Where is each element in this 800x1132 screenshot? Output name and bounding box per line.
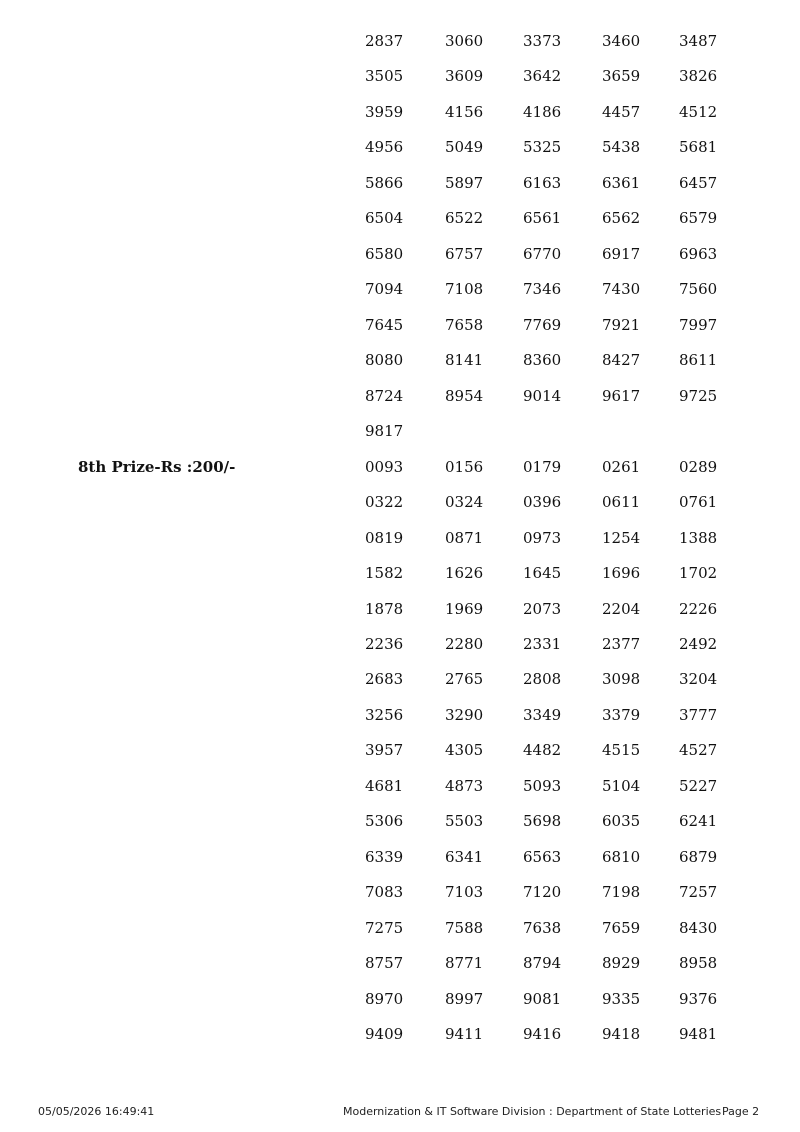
ticket-number: 5306 (365, 812, 404, 831)
ticket-number: 6561 (523, 209, 562, 228)
ticket-number: 8958 (679, 954, 718, 973)
ticket-number: 0819 (365, 528, 404, 547)
result-row (0, 137, 800, 157)
ticket-number: 1696 (602, 564, 641, 583)
ticket-number: 1582 (365, 564, 404, 583)
ticket-number: 7645 (365, 315, 404, 334)
ticket-number: 7103 (445, 883, 484, 902)
ticket-number: 2280 (445, 634, 484, 653)
result-row (0, 776, 800, 796)
ticket-number: 7430 (602, 280, 641, 299)
ticket-number: 4186 (523, 102, 562, 121)
prize-label: 8th Prize-Rs :200/- (78, 457, 236, 476)
ticket-number: 3957 (365, 741, 404, 760)
ticket-number: 8427 (602, 351, 641, 370)
ticket-number: 7921 (602, 315, 641, 334)
ticket-number: 9376 (679, 989, 718, 1008)
ticket-number: 8771 (445, 954, 484, 973)
result-row (0, 634, 800, 654)
ticket-number: 2492 (679, 634, 718, 653)
result-row (0, 847, 800, 867)
ticket-number: 7997 (679, 315, 718, 334)
result-row (0, 279, 800, 299)
ticket-number: 5503 (445, 812, 484, 831)
footer-timestamp: 05/05/2026 16:49:41 (38, 1105, 155, 1118)
ticket-number: 4156 (445, 102, 484, 121)
ticket-number: 0761 (679, 493, 718, 512)
ticket-number: 7275 (365, 918, 404, 937)
ticket-number: 2226 (679, 599, 718, 618)
result-row (0, 740, 800, 760)
ticket-number: 3204 (679, 670, 718, 689)
result-row (0, 1024, 800, 1044)
ticket-number: 9725 (679, 386, 718, 405)
ticket-number: 7560 (679, 280, 718, 299)
ticket-number: 4527 (679, 741, 718, 760)
result-row (0, 705, 800, 725)
ticket-number: 6241 (679, 812, 718, 831)
result-row (0, 315, 800, 335)
ticket-number: 6163 (523, 173, 562, 192)
ticket-number: 9081 (523, 989, 562, 1008)
ticket-number: 6917 (602, 244, 641, 263)
ticket-number: 3379 (602, 705, 641, 724)
ticket-number: 7257 (679, 883, 718, 902)
ticket-number: 5698 (523, 812, 562, 831)
ticket-number: 3349 (523, 705, 562, 724)
ticket-number: 2073 (523, 599, 562, 618)
footer-division: Modernization & IT Software Division : Department of State Lotteries (343, 1105, 722, 1118)
ticket-number: 4512 (679, 102, 718, 121)
ticket-number: 0396 (523, 493, 562, 512)
ticket-number: 2331 (523, 634, 562, 653)
ticket-number: 9418 (602, 1025, 641, 1044)
ticket-number: 6810 (602, 847, 641, 866)
ticket-number: 8954 (445, 386, 484, 405)
ticket-number: 7094 (365, 280, 404, 299)
result-row (0, 563, 800, 583)
ticket-number: 6580 (365, 244, 404, 263)
ticket-number: 5104 (602, 776, 641, 795)
ticket-number: 3609 (445, 67, 484, 86)
ticket-number: 5681 (679, 138, 718, 157)
ticket-number: 1626 (445, 564, 484, 583)
ticket-number: 3373 (523, 32, 562, 50)
result-row (0, 953, 800, 973)
ticket-number: 9416 (523, 1025, 562, 1044)
ticket-number: 8141 (445, 351, 484, 370)
ticket-number: 8757 (365, 954, 404, 973)
ticket-number: 0973 (523, 528, 562, 547)
result-row (0, 457, 800, 477)
result-row (0, 421, 800, 441)
ticket-number: 6770 (523, 244, 562, 263)
ticket-number: 8611 (679, 351, 718, 370)
ticket-number: 0093 (365, 457, 404, 476)
ticket-number: 8360 (523, 351, 562, 370)
ticket-number: 7120 (523, 883, 562, 902)
ticket-number: 6457 (679, 173, 718, 192)
ticket-number: 3290 (445, 705, 484, 724)
ticket-number: 2204 (602, 599, 641, 618)
ticket-number: 8724 (365, 386, 404, 405)
ticket-number: 8430 (679, 918, 718, 937)
ticket-number: 5325 (523, 138, 562, 157)
ticket-number: 9409 (365, 1025, 404, 1044)
ticket-number: 6757 (445, 244, 484, 263)
result-row (0, 386, 800, 406)
ticket-number: 7638 (523, 918, 562, 937)
result-row (0, 918, 800, 938)
ticket-number: 4873 (445, 776, 484, 795)
ticket-number: 2236 (365, 634, 404, 653)
ticket-number: 1645 (523, 564, 562, 583)
ticket-number: 8080 (365, 351, 404, 370)
result-row (0, 811, 800, 831)
ticket-number: 3642 (523, 67, 562, 86)
result-row (0, 208, 800, 228)
ticket-number: 5866 (365, 173, 404, 192)
ticket-number: 3098 (602, 670, 641, 689)
ticket-number: 7658 (445, 315, 484, 334)
ticket-number: 9335 (602, 989, 641, 1008)
ticket-number: 9481 (679, 1025, 718, 1044)
result-row (0, 244, 800, 264)
ticket-number: 0179 (523, 457, 562, 476)
ticket-number: 7083 (365, 883, 404, 902)
ticket-number: 4482 (523, 741, 562, 760)
ticket-number: 2377 (602, 634, 641, 653)
result-row (0, 66, 800, 86)
ticket-number: 2683 (365, 670, 404, 689)
ticket-number: 3060 (445, 32, 484, 50)
ticket-number: 3777 (679, 705, 718, 724)
ticket-number: 4457 (602, 102, 641, 121)
ticket-number: 9014 (523, 386, 562, 405)
ticket-number: 3505 (365, 67, 404, 86)
ticket-number: 4681 (365, 776, 404, 795)
ticket-number: 6522 (445, 209, 484, 228)
ticket-number: 6879 (679, 847, 718, 866)
ticket-number: 5438 (602, 138, 641, 157)
result-row (0, 882, 800, 902)
footer-page-number: Page 2 (722, 1105, 760, 1118)
ticket-number: 3487 (679, 32, 718, 50)
result-row (0, 492, 800, 512)
ticket-number: 3826 (679, 67, 718, 86)
result-row (0, 173, 800, 193)
ticket-number: 4515 (602, 741, 641, 760)
result-row (0, 528, 800, 548)
ticket-number: 7659 (602, 918, 641, 937)
result-row (0, 989, 800, 1009)
ticket-number: 6339 (365, 847, 404, 866)
ticket-number: 6361 (602, 173, 641, 192)
ticket-number: 1878 (365, 599, 404, 618)
ticket-number: 3959 (365, 102, 404, 121)
ticket-number: 8997 (445, 989, 484, 1008)
ticket-number: 6963 (679, 244, 718, 263)
ticket-number: 1388 (679, 528, 718, 547)
ticket-number: 2808 (523, 670, 562, 689)
ticket-number: 4956 (365, 138, 404, 157)
ticket-number: 6563 (523, 847, 562, 866)
ticket-number: 7588 (445, 918, 484, 937)
ticket-number: 6035 (602, 812, 641, 831)
ticket-number: 4305 (445, 741, 484, 760)
ticket-number: 7769 (523, 315, 562, 334)
result-row (0, 599, 800, 619)
ticket-number: 5093 (523, 776, 562, 795)
ticket-number: 0871 (445, 528, 484, 547)
ticket-number: 2837 (365, 32, 404, 50)
ticket-number: 8929 (602, 954, 641, 973)
ticket-number: 9411 (445, 1025, 484, 1044)
result-row (0, 350, 800, 370)
ticket-number: 1969 (445, 599, 484, 618)
ticket-number: 7346 (523, 280, 562, 299)
ticket-number: 2765 (445, 670, 484, 689)
ticket-number: 1702 (679, 564, 718, 583)
ticket-number: 8970 (365, 989, 404, 1008)
result-row (0, 102, 800, 122)
ticket-number: 3256 (365, 705, 404, 724)
ticket-number: 6562 (602, 209, 641, 228)
ticket-number: 9617 (602, 386, 641, 405)
ticket-number: 5049 (445, 138, 484, 157)
ticket-number: 5897 (445, 173, 484, 192)
ticket-number: 7108 (445, 280, 484, 299)
ticket-number: 8794 (523, 954, 562, 973)
ticket-number: 6579 (679, 209, 718, 228)
ticket-number: 3460 (602, 32, 641, 50)
ticket-number: 0261 (602, 457, 641, 476)
ticket-number: 6504 (365, 209, 404, 228)
result-row (0, 31, 800, 51)
ticket-number: 3659 (602, 67, 641, 86)
ticket-number: 5227 (679, 776, 718, 795)
ticket-number: 0289 (679, 457, 718, 476)
ticket-number: 0156 (445, 457, 484, 476)
ticket-number: 1254 (602, 528, 641, 547)
ticket-number: 7198 (602, 883, 641, 902)
ticket-number: 0611 (602, 493, 641, 512)
ticket-number: 0322 (365, 493, 404, 512)
ticket-number: 9817 (365, 422, 404, 441)
ticket-number: 6341 (445, 847, 484, 866)
ticket-number: 0324 (445, 493, 484, 512)
result-row (0, 669, 800, 689)
